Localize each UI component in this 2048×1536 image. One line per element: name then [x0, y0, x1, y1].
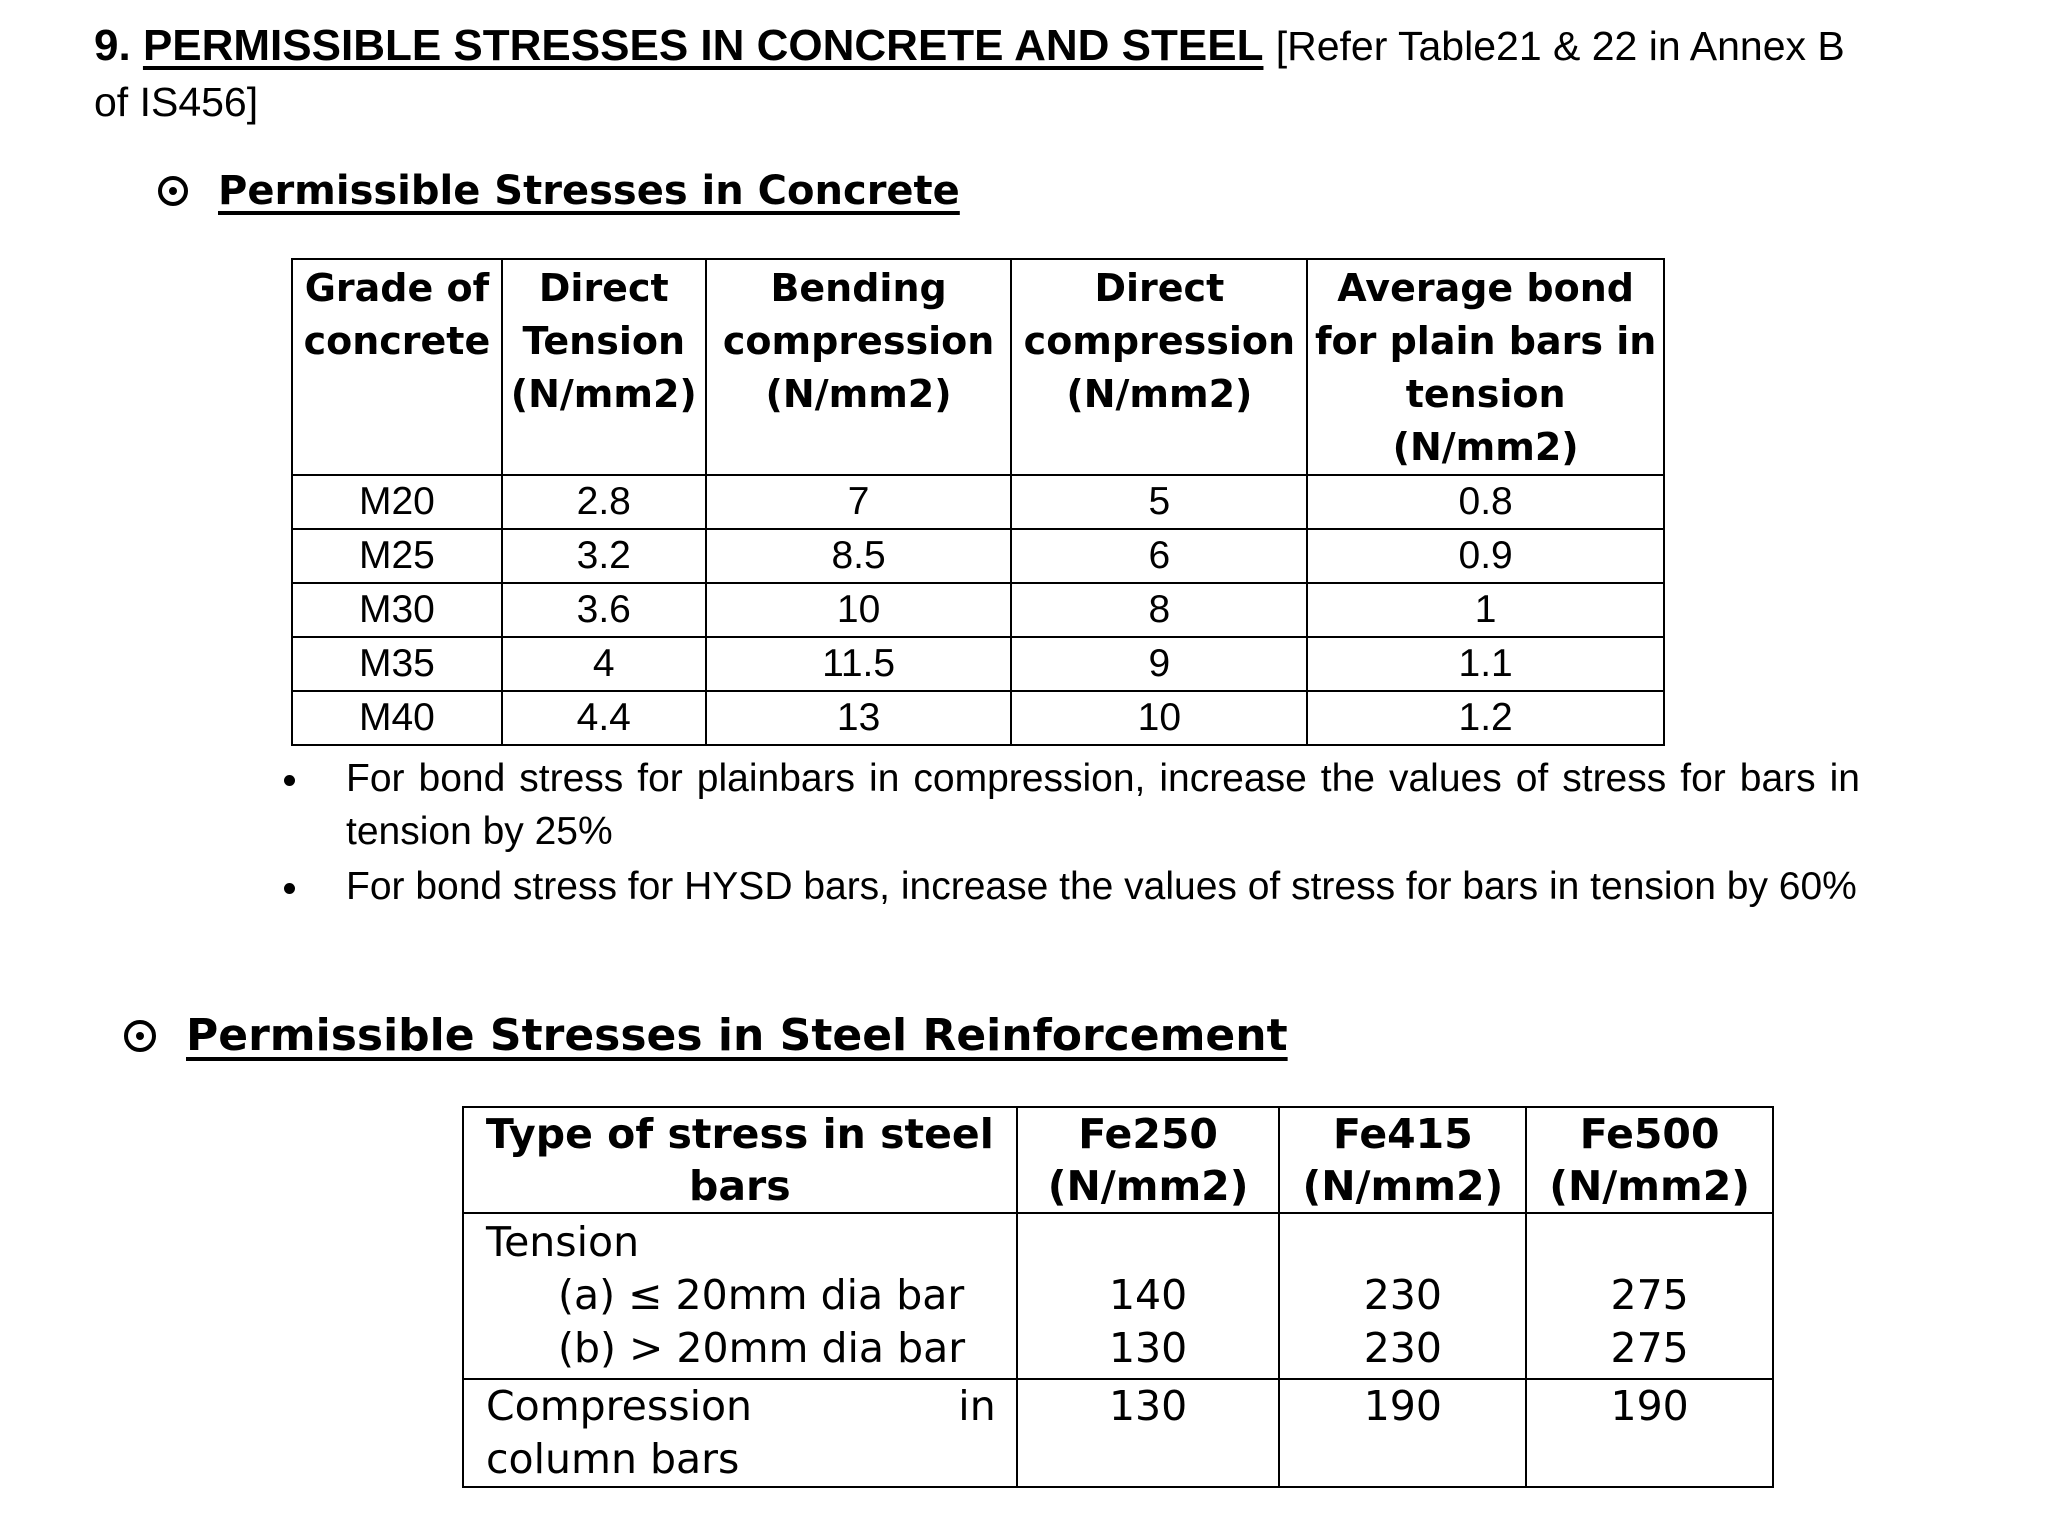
- table-cell: [1279, 1213, 1526, 1379]
- column-header: Fe415 (N/mm2): [1279, 1107, 1526, 1213]
- tension-sub-a: (a) ≤ 20mm dia bar: [558, 1271, 965, 1319]
- table-cell: 11.5: [706, 637, 1012, 691]
- table-row: [292, 475, 1664, 529]
- table-cell: 130: [1017, 1379, 1280, 1487]
- table-cell: 7: [706, 475, 1012, 529]
- value-a: 230: [1363, 1271, 1442, 1319]
- list-item: For bond stress for HYSD bars, increase the values of stress for bars in tension by 60%: [280, 860, 1860, 913]
- column-header: Grade of concrete: [292, 259, 502, 475]
- table-cell: M20: [292, 475, 502, 529]
- table-cell: 8: [1011, 583, 1307, 637]
- table-row: [292, 691, 1664, 745]
- heading-reference: [Refer Table21 & 22 in Annex B of IS456]: [94, 23, 1845, 125]
- column-header: Fe500 (N/mm2): [1526, 1107, 1773, 1213]
- value-a: 140: [1108, 1271, 1188, 1319]
- table-cell: 6: [1011, 529, 1307, 583]
- concrete-notes-list: [280, 752, 1860, 915]
- table-cell: 10: [706, 583, 1012, 637]
- table-cell: 4: [502, 637, 706, 691]
- table-cell: 2.8: [502, 475, 706, 529]
- table-cell: 5: [1011, 475, 1307, 529]
- table-cell: 1.1: [1307, 637, 1664, 691]
- table-row: [292, 583, 1664, 637]
- table-cell: M25: [292, 529, 502, 583]
- heading-title: PERMISSIBLE STRESSES IN CONCRETE AND STEEL: [142, 21, 1264, 70]
- table-cell: 190: [1526, 1379, 1773, 1487]
- table-cell: 190: [1279, 1379, 1526, 1487]
- circled-dot-icon: [158, 176, 188, 206]
- compression-label-in: in: [958, 1382, 996, 1430]
- steel-section-title: Permissible Stresses in Steel Reinforcement: [186, 1010, 1288, 1061]
- column-header: Average bond for plain bars in tension (N/mm2): [1307, 259, 1664, 475]
- table-cell: 1.2: [1307, 691, 1664, 745]
- table-cell: [1526, 1213, 1773, 1379]
- table-cell: 8.5: [706, 529, 1012, 583]
- column-header: Direct compression (N/mm2): [1011, 259, 1307, 475]
- table-cell: M40: [292, 691, 502, 745]
- table-row: [463, 1379, 1773, 1487]
- tension-label: Tension: [486, 1218, 640, 1266]
- steel-section-heading: [124, 1010, 1288, 1061]
- value-b: 130: [1108, 1324, 1188, 1372]
- column-header: Type of stress in steel bars: [463, 1107, 1017, 1213]
- compression-label-cell: [463, 1379, 1017, 1487]
- table-cell: 10: [1011, 691, 1307, 745]
- table-cell: M35: [292, 637, 502, 691]
- heading-number: 9.: [94, 21, 131, 70]
- table-cell: 9: [1011, 637, 1307, 691]
- column-header: Bending compression (N/mm2): [706, 259, 1012, 475]
- tension-sub-b: (b) > 20mm dia bar: [558, 1324, 966, 1372]
- table-cell: M30: [292, 583, 502, 637]
- table-header-row: [292, 259, 1664, 475]
- value-b: 275: [1610, 1324, 1689, 1372]
- list-item: For bond stress for plainbars in compression, increase the values of stress for bars in tension by 25%: [280, 752, 1860, 858]
- table-cell: [1017, 1213, 1280, 1379]
- steel-stress-table: [462, 1106, 1774, 1488]
- concrete-section-heading: [158, 168, 960, 214]
- concrete-stress-table: [291, 258, 1665, 746]
- table-cell: 3.2: [502, 529, 706, 583]
- table-cell: 13: [706, 691, 1012, 745]
- concrete-section-title: Permissible Stresses in Concrete: [218, 168, 960, 214]
- table-cell: 4.4: [502, 691, 706, 745]
- compression-label-line2: column bars: [486, 1435, 740, 1483]
- table-cell: 0.8: [1307, 475, 1664, 529]
- column-header: Direct Tension (N/mm2): [502, 259, 706, 475]
- table-cell: 1: [1307, 583, 1664, 637]
- table-cell: 3.6: [502, 583, 706, 637]
- column-header: Fe250 (N/mm2): [1017, 1107, 1280, 1213]
- table-row: [292, 529, 1664, 583]
- page-heading: [94, 18, 1874, 130]
- circled-dot-icon: [124, 1020, 156, 1052]
- value-a: 275: [1610, 1271, 1689, 1319]
- table-header-row: [463, 1107, 1773, 1213]
- compression-label: Compression: [486, 1382, 753, 1430]
- tension-label-cell: [463, 1213, 1017, 1379]
- table-row: [292, 637, 1664, 691]
- value-b: 230: [1363, 1324, 1442, 1372]
- table-row: [463, 1213, 1773, 1379]
- table-cell: 0.9: [1307, 529, 1664, 583]
